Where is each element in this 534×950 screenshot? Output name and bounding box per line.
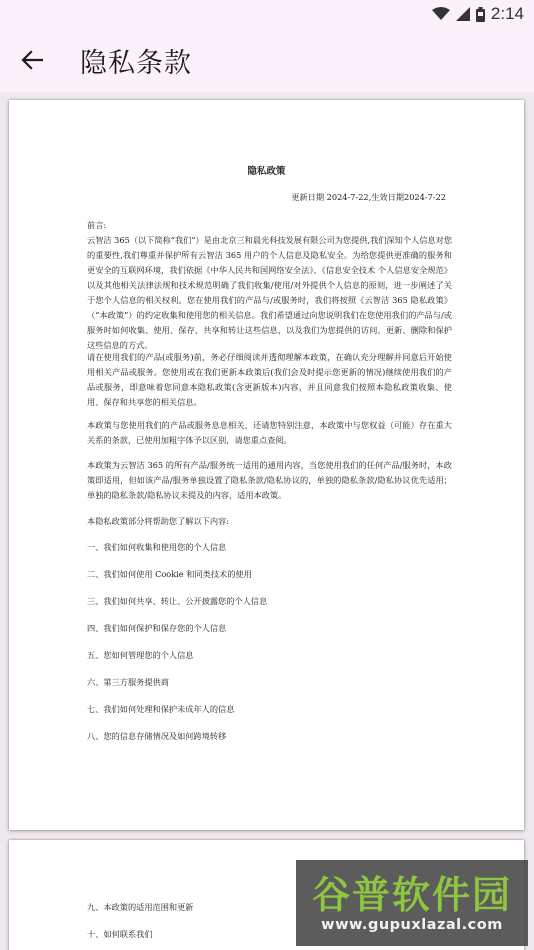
paragraph-notice: 本政策与您使用我们的产品或服务息息相关，还请您特别注意，本政策中与您权益（可能）存在重大关系的条款，已使用加粗字体予以区别，请您重点查阅。 (87, 420, 452, 445)
paragraph-preface: 前言: 云智洁 365（以下简称“我们”）是由北京三和晨光科技发展有限公司为您提供,我们深知个人信息对您的重要性,我们尊重并保护所有云智洁 365 用户的个人信息及隐私安全。为给您提供更准确的服务和更安全的互联网环境，我们依据《中华人民共和国网络安全法》、《信息安全技术 个人信息安全规范》以及其他相关法律法规和技术规范明确了我们收集/使用/对外提供个人信息的原则，进一步阐述了关于您个人信息的相关权利。您在使用我们的产品与/或服务时，我们将按照《云智洁 365 隐私政策》（“本政策”）的约定收集和使用您的相关信息。我们希望通过向您说明我们在您使用我们的产品与/或服务时如何收集、使用、保存、共享和转让这些信息，以及我们为您提供的访问、更新、删除和保护这些信息的方式。 (87, 220, 452, 350)
toc-item: 十、如何联系我们 (87, 929, 153, 939)
toc-item: 六、第三方服务提供商 (87, 677, 169, 687)
toc-item: 三、我们如何共享、转让、公开披露您的个人信息 (87, 596, 268, 606)
document-viewer[interactable] (0, 92, 534, 950)
watermark-logo (296, 860, 528, 946)
status-bar (0, 0, 534, 28)
status-time: 2:14 (490, 4, 524, 23)
toc-item: 七、我们如何处理和保护未成年人的信息 (87, 704, 235, 714)
app-bar (0, 28, 534, 92)
toc-item: 五、您如何管理您的个人信息 (87, 650, 194, 660)
document-dates: 更新日期 2024-7-22,生效日期2024-7-22 (291, 192, 446, 202)
watermark-url: www.gupuxlazal.com (321, 917, 503, 933)
document-title: 隐私政策 (247, 166, 286, 177)
wifi-icon (432, 7, 450, 21)
toc-item: 八、您的信息存储情况及如何跨境转移 (87, 731, 227, 741)
document-page-1 (9, 100, 524, 830)
paragraph-consent: 请在使用我们的产品(或服务)前，务必仔细阅读并透彻理解本政策，在确认充分理解并同意后开始使用相关产品或服务。您使用或在我们更新本政策后(我们会及时提示您更新的情况)继续使用我们的产品或服务，即意味着您同意本隐私政策(含更新版本)内容，并且同意我们按照本隐私政策收集、使用、保存和共享您的相关信息。 (87, 352, 452, 407)
toc-item: 一、我们如何收集和使用您的个人信息 (87, 542, 227, 552)
watermark-title: 谷普软件园 (311, 873, 512, 917)
arrow-back-icon (21, 50, 43, 70)
signal-icon (456, 7, 470, 21)
toc-item: 九、本政策的适用范围和更新 (87, 902, 194, 912)
paragraph-toc-intro: 本隐私政策部分将帮助您了解以下内容: (87, 516, 229, 526)
toc-item: 四、我们如何保护和保存您的个人信息 (87, 623, 227, 633)
page-title: 隐私条款 (80, 47, 192, 79)
back-button[interactable] (16, 44, 48, 76)
battery-icon (476, 7, 485, 22)
toc-item: 二、我们如何使用 Cookie 和同类技术的使用 (87, 569, 252, 579)
paragraph-scope: 本政策为云智洁 365 的所有产品/服务统一适用的通用内容，当您使用我们的任何产品/服务时，本政策即适用，但如该产品/服务单独设置了隐私条款/隐私协议的，单独的隐私条款/隐私协议优先适用；单独的隐私条款/隐私协议未提及的内容，适用本政策。 (87, 460, 452, 500)
